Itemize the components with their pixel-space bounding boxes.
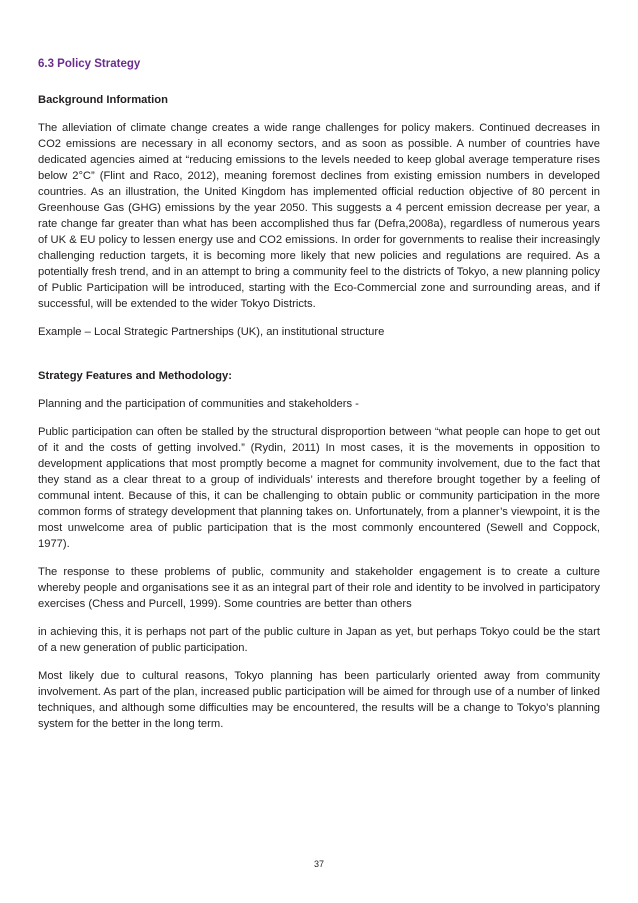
strategy-heading: Strategy Features and Methodology: xyxy=(38,370,232,382)
planning-line: Planning and the participation of communities and stakeholders - xyxy=(38,398,359,410)
response-paragraph: The response to these problems of public, community and stakeholder engagement is to create a culture whereby people and organisations see it as an integral part of their role and identity to be involved in participatory exercises (Chess and Purcell, 1999). Some countries are better than others xyxy=(38,566,600,610)
tokyo-paragraph: Most likely due to cultural reasons, Tokyo planning has been particularly oriented away from community involvement. As part of the plan, increased public participation will be aimed for through use of a number of linked techniques, and although some difficulties may be encountered, the results will be a change to Tokyo’s planning system for the better in the long term. xyxy=(38,670,600,730)
background-heading: Background Information xyxy=(38,94,168,106)
example-line: Example – Local Strategic Partnerships (UK), an institutional structure xyxy=(38,326,385,338)
public-participation-paragraph: Public participation can often be stalled by the structural disproportion between “what people can hope to get out of it and the costs of getting involved.” (Rydin, 2011) In most cases, it is the movements in opposition to development applications that most promptly become a magnet for community involvement, due to the fact that they stand as a clear threat to a group of individuals’ interests and therefore brought together by a feeling of communal intent. Because of this, it can be challenging to obtain public or community participation in the more common forms of strategy development that planning takes on. Unfortunately, from a planner’s viewpoint, it is the most unwelcome area of public participation that is the most commonly encountered (Sewell and Coppock, 1977). xyxy=(38,426,600,550)
background-paragraph: The alleviation of climate change creates a wide range challenges for policy makers. Continued decreases in CO2 emissions are necessary in all economy sectors, and as soon as possible. A number of countries have dedicated agencies aimed at “reducing emissions to the levels needed to keep global average temperature rises below 2°C” (Flint and Raco, 2012), meaning foremost declines from existing emission numbers in developed countries. As an illustration, the United Kingdom has implemented official reduction objective of 80 percent in Greenhouse Gas (GHG) emissions by the year 2050. This suggests a 4 percent emission decrease per year, a rate change far greater than what has been accomplished thus far (Defra,2008a), regardless of numerous years of UK & EU policy to lessen energy use and CO2 emissions. In order for governments to realise their increasingly challenging reduction targets, it is becoming more likely that new policies and regulations are required. As a potentially fresh trend, and in an attempt to bring a community feel to the districts of Tokyo, a new planning policy of Public Participation will be introduced, starting with the Eco-Commercial zone and surrounding areas, and if successful, will be extended to the wider Tokyo Districts. xyxy=(38,122,600,310)
section-title: 6.3 Policy Strategy xyxy=(38,58,141,70)
page-number: 37 xyxy=(313,859,324,869)
japan-paragraph: in achieving this, it is perhaps not part of the public culture in Japan as yet, but perhaps Tokyo could be the start of a new generation of public participation. xyxy=(38,626,600,654)
